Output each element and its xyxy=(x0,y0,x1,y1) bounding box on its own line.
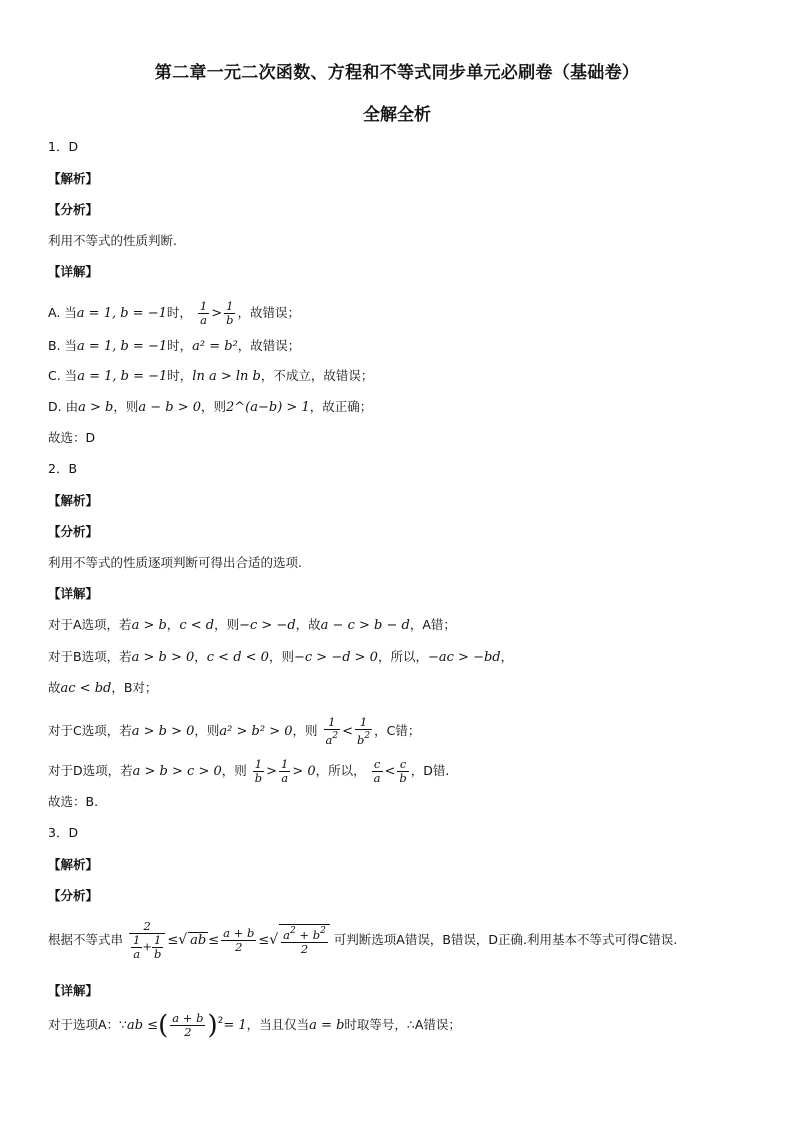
q1-number: 1．D xyxy=(48,139,79,154)
harmonic-mean-fraction: 2 $\frac{1}{a}$ + $\frac{1}{b}$ xyxy=(129,920,165,961)
q2-analysis: 利用不等式的性质逐项判断可得出合适的选项. xyxy=(48,555,302,570)
q2-jiexi-tag: 【解析】 xyxy=(48,493,99,508)
fraction-1-over-b: $\frac{1}{b}$ xyxy=(254,757,263,785)
q3-analysis: 根据不等式串 2 $\frac{1}{a}$ + $\frac{1}{b}$ ≤√ ab ≤ $\frac{a + b}{2}$ ≤√ $\frac{a^2 + b^2}{2}$ 可判断选项A错误，B错误，D正确.利用基本不等式可得C错误. xyxy=(48,919,678,961)
q1-option-a: A. 当a = 1, b = −1时， $\frac{1}{a}$ > $\frac{1}{b}$ ，故错误； xyxy=(48,299,300,327)
q1-option-b: B. 当a = 1, b = −1时，a² = b²，故错误； xyxy=(48,338,301,354)
document-title: 第二章一元二次函数、方程和不等式同步单元必刷卷（基础卷） xyxy=(154,63,640,83)
q1-analysis: 利用不等式的性质判断. xyxy=(48,233,177,248)
q1-answer: 故选：D xyxy=(48,430,96,445)
q1-xiangjie-tag: 【详解】 xyxy=(48,264,99,279)
q2-option-a: 对于A选项，若a > b，c < d，则−c > −d，故a − c > b − d，A错； xyxy=(48,617,456,633)
q2-answer: 故选：B. xyxy=(48,794,99,809)
q2-option-b-conclusion: 故ac < bd，B对； xyxy=(48,680,158,696)
fraction-c-over-b: $\frac{c}{b}$ xyxy=(399,757,407,785)
fraction-a-plus-b-over-2: $\frac{a + b}{2}$ xyxy=(223,926,255,954)
fraction-1-over-a: $\frac{1}{a}$ xyxy=(199,299,208,327)
q3-jiexi-tag: 【解析】 xyxy=(48,857,99,872)
q2-option-b: 对于B选项，若a > b > 0，c < d < 0，则−c > −d > 0，所以，−ac > −bd， xyxy=(48,649,514,665)
sqrt-quadratic-mean: √ $\frac{a^2 + b^2}{2}$ xyxy=(269,932,330,948)
q1-option-c: C. 当a = 1, b = −1时，ln a > ln b，不成立，故错误； xyxy=(48,368,374,384)
q3-fenxi-tag: 【分析】 xyxy=(48,888,99,903)
fraction-a-plus-b-over-2: $\frac{a + b}{2}$ xyxy=(172,1011,204,1039)
q2-option-d: 对于D选项，若a > b > c > 0，则 $\frac{1}{b}$ > $\frac{1}{a}$ > 0，所以， $\frac{c}{a}$ < $\frac{c}{b}$ ，D错. xyxy=(48,757,450,785)
q2-xiangjie-tag: 【详解】 xyxy=(48,586,99,601)
q2-option-c: 对于C选项，若a > b > 0，则a² > b² > 0，则 $\frac{1}{a^2}$ < $\frac{1}{b^2}$ ，C错； xyxy=(48,715,421,747)
q1-jiexi-tag: 【解析】 xyxy=(48,171,99,186)
fraction-1-over-b-squared: $\frac{1}{b^2}$ xyxy=(357,715,371,747)
q1-option-d: D. 由a > b，则a − b > 0，则2^(a−b) > 1，故正确； xyxy=(48,399,373,415)
fraction-1-over-b: $\frac{1}{b}$ xyxy=(226,299,234,327)
fraction-c-over-a: $\frac{c}{a}$ xyxy=(373,757,381,785)
q3-option-a: 对于选项A：∵ab ≤( $\frac{a + b}{2}$ )$^2$= 1，当且仅当a = b时取等号，∴A错误； xyxy=(48,1010,461,1041)
q2-number: 2．B xyxy=(48,461,78,476)
document-subtitle: 全解全析 xyxy=(363,105,431,125)
q3-xiangjie-tag: 【详解】 xyxy=(48,983,99,998)
fraction-1-over-a-squared: $\frac{1}{a^2}$ xyxy=(325,715,339,747)
sqrt-ab: √ ab xyxy=(178,932,207,948)
q1-fenxi-tag: 【分析】 xyxy=(48,202,99,217)
q2-fenxi-tag: 【分析】 xyxy=(48,524,99,539)
q3-number: 3．D xyxy=(48,825,79,840)
fraction-1-over-a: $\frac{1}{a}$ xyxy=(281,757,289,785)
